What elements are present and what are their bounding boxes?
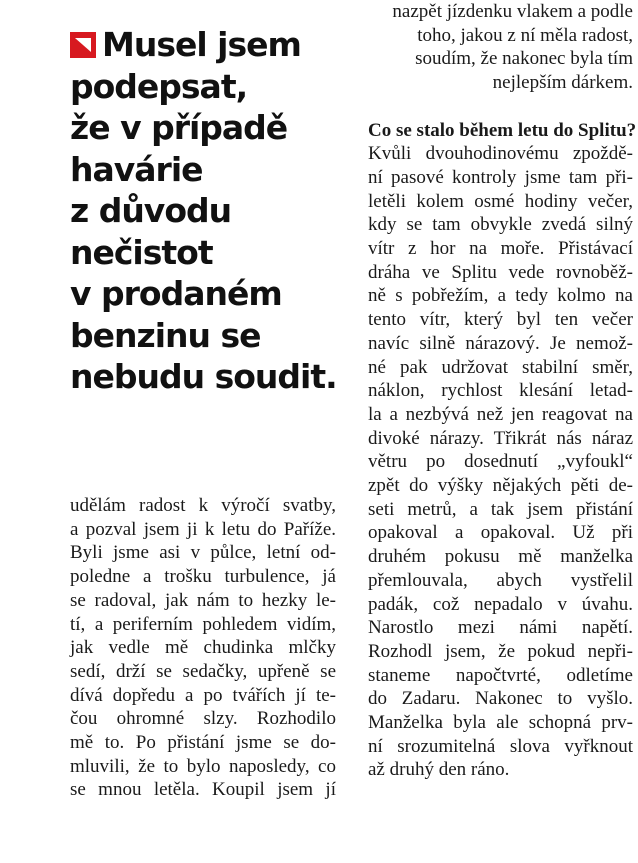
text-line: toho, jakou z ní měla radost, xyxy=(417,24,633,46)
interview-question: Co se stalo během letu do Splitu? xyxy=(368,119,637,141)
text-line: přemlouvala, abych vystřelil xyxy=(368,569,633,591)
text-line: letěli kolem osmé hodiny večer, xyxy=(368,190,633,212)
text-line: se radoval, jak nám to hezky le- xyxy=(70,589,336,611)
text-line: seti metrů, a tak jsem přistání xyxy=(368,498,633,520)
pull-quote-line-4: havárie xyxy=(70,149,203,189)
pull-quote xyxy=(70,24,337,398)
text-line: divoké nárazy. Třikrát nás náraz xyxy=(368,427,633,449)
text-line: se mnou letěla. Koupil jsem jí xyxy=(70,779,336,801)
left-column-text xyxy=(70,494,336,802)
pull-quote-line-6: nečistot xyxy=(70,232,213,272)
text-line: vítr z hor na moře. Přistávací xyxy=(368,238,633,260)
pull-quote-line-9: nebudu soudit. xyxy=(70,357,337,396)
text-line: udělám radost k výročí svatby, xyxy=(70,495,336,516)
text-line: nejlepším dárkem. xyxy=(492,72,633,94)
text-line: až druhý den ráno. xyxy=(368,759,510,781)
text-line: Manželka byla ale schopná prv- xyxy=(368,712,633,734)
text-line: dívá dopředu a po tvářích jí te- xyxy=(70,684,336,706)
text-line: tento vítr, který byl ten večer xyxy=(368,309,633,331)
text-line: dráha ve Splitu vede rovnoběž- xyxy=(368,261,633,283)
text-line: ní srozumitelná slova vyřknout xyxy=(368,735,633,757)
text-line: jak vedle mě chudinka mlčky xyxy=(70,637,336,659)
paragraph-gap xyxy=(368,95,633,119)
text-line: né pak udržovat stabilní směr, xyxy=(368,356,633,378)
text-line: Byli jsme asi v půlce, letní od- xyxy=(70,542,336,564)
text-line: tí, a periferním pohledem vidím, xyxy=(70,613,336,635)
pull-quote-line-5: z důvodu xyxy=(70,191,232,230)
text-line: opakoval a opakoval. Už při xyxy=(368,522,633,544)
pull-quote-line-3: že v případě xyxy=(70,108,288,147)
text-line: a pozval jsem ji k letu do Paříže. xyxy=(70,518,336,540)
text-line: do Zadaru. Nakonec to vyšlo. xyxy=(368,688,633,710)
text-line: zpět do výšky nějakých pěti de- xyxy=(368,475,633,497)
pull-quote-line-7: v prodaném xyxy=(70,274,282,313)
quote-mark-icon xyxy=(70,32,96,58)
text-line: poledne a trošku turbulence, já xyxy=(70,566,336,588)
text-line: navíc silně nárazový. Je nemož- xyxy=(368,332,633,354)
text-line: la a nezbývá než jen reagovat na xyxy=(368,403,633,425)
text-line: kdy se tam obvykle zvedá silný xyxy=(368,214,633,236)
text-line: nazpět jízdenku vlakem a podle xyxy=(392,1,633,22)
text-line: staneme napočtvrté, odletíme xyxy=(368,664,633,686)
text-line: mluvili, že to bylo naposledy, co xyxy=(70,755,336,777)
pull-quote-line-8: benzinu se xyxy=(70,315,261,355)
text-line: sedí, drží se sedačky, upřeně se xyxy=(70,660,336,682)
pull-quote-line-2: podepsat, xyxy=(70,66,248,106)
text-line: čou ohromné slzy. Rozhodilo xyxy=(70,708,336,730)
text-line: ní pasové kontroly jsme tam při- xyxy=(368,166,633,188)
text-line: větru po dosednutí „vyfoukl“ xyxy=(368,451,633,473)
text-line: Rozhodl jsem, že pokud nepři- xyxy=(368,640,633,662)
text-line: ně s pobřežím, a tedy kolmo na xyxy=(368,285,633,307)
text-line: padák, což nepadalo v úvahu. xyxy=(368,593,633,615)
text-line: soudím, že nakonec byla tím xyxy=(415,48,633,70)
pull-quote-line-1: Musel jsem xyxy=(70,24,332,66)
text-line: druhém pokusu mě manželka xyxy=(368,546,633,568)
text-line: Narostlo mezi námi napětí. xyxy=(368,617,633,639)
text-line: Kvůli dvouhodinovému zpoždě- xyxy=(368,143,633,165)
right-column-text xyxy=(368,0,637,782)
text-line: mě to. Po přistání jsme se do- xyxy=(70,732,336,754)
text-line: náklon, rychlost klesání letad- xyxy=(368,380,633,402)
